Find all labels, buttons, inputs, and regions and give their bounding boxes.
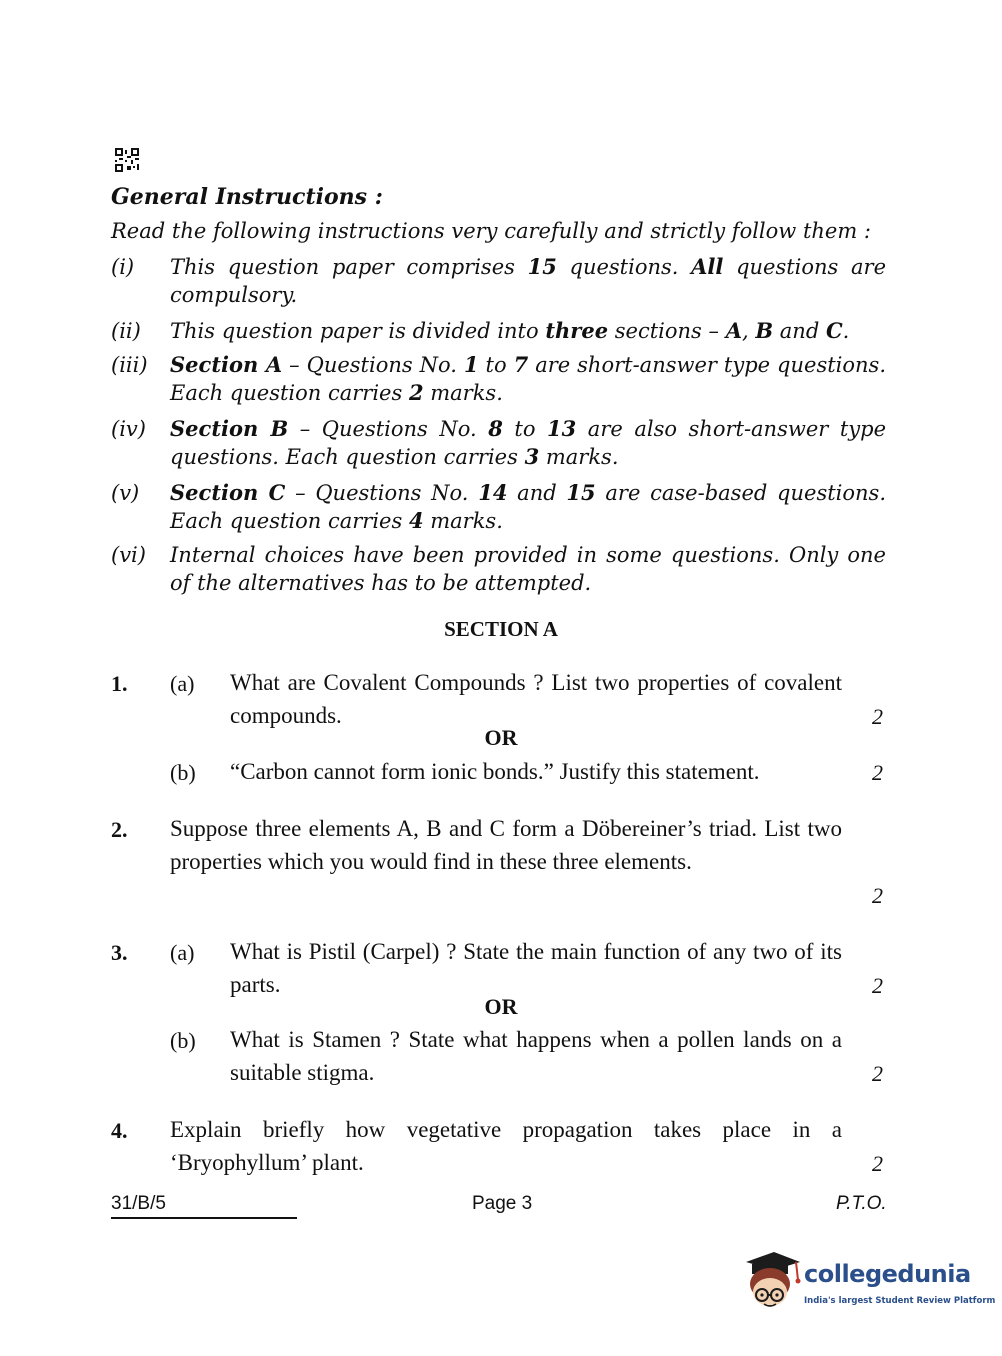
question-number: 3. bbox=[111, 940, 128, 965]
collegedunia-logo bbox=[742, 1250, 996, 1320]
question-number: 4. bbox=[111, 1118, 128, 1143]
instruction-number: (i) bbox=[111, 255, 135, 279]
question-number: 2. bbox=[111, 817, 128, 842]
instruction-number: (iii) bbox=[111, 353, 148, 377]
instruction-item bbox=[111, 351, 886, 407]
question-text: What are Covalent Compounds ? List two properties of covalent compounds. bbox=[230, 670, 842, 728]
section-title: SECTION A bbox=[444, 617, 558, 641]
logo-tagline: India's largest Student Review Platform bbox=[804, 1296, 996, 1306]
question-text: Explain briefly how vegetative propagation takes place in a ‘Bryophyllum’ plant. bbox=[170, 1117, 842, 1175]
instruction-number: (vi) bbox=[111, 543, 146, 567]
paper-code: 31/B/5 bbox=[111, 1193, 166, 1214]
pto-label: P.T.O. bbox=[836, 1193, 887, 1214]
instruction-text: Section A – Questions No. 1 to 7 are short-answer type questions. Each question carries 2 marks. bbox=[170, 352, 886, 405]
or-separator: OR bbox=[484, 994, 518, 1019]
instructions-title: General Instructions : bbox=[111, 184, 383, 210]
question-part-label: (b) bbox=[170, 1028, 196, 1053]
question-marks: 2 bbox=[872, 760, 883, 785]
question-marks: 2 bbox=[872, 704, 883, 729]
instruction-text: Internal choices have been provided in some questions. Only one of the alternatives has to be attempted. bbox=[170, 543, 886, 595]
instruction-item bbox=[111, 479, 886, 535]
question-part-label: (a) bbox=[170, 940, 195, 965]
instruction-text: This question paper is divided into three sections – A, B and C. bbox=[170, 318, 850, 343]
question-text: “Carbon cannot form ionic bonds.” Justify this statement. bbox=[230, 759, 760, 784]
question-marks: 2 bbox=[872, 883, 883, 908]
instruction-text: Section C – Questions No. 14 and 15 are case-based questions. Each question carries 4 marks. bbox=[170, 480, 887, 533]
instruction-number: (ii) bbox=[111, 319, 141, 343]
question-text: Suppose three elements A, B and C form a Döbereiner’s triad. List two properties which you would find in these three elements. bbox=[170, 816, 842, 874]
question-marks: 2 bbox=[872, 1061, 883, 1086]
question-text: What is Pistil (Carpel) ? State the main function of any two of its parts. bbox=[230, 939, 842, 997]
question-text: What is Stamen ? State what happens when a pollen lands on a suitable stigma. bbox=[230, 1027, 842, 1085]
or-separator: OR bbox=[484, 725, 518, 750]
question-number: 1. bbox=[111, 671, 128, 696]
logo-wordmark: collegedunia bbox=[804, 1260, 971, 1288]
mascot-icon bbox=[742, 1250, 802, 1312]
page-number: Page 3 bbox=[472, 1193, 533, 1214]
instruction-item bbox=[111, 541, 886, 597]
qr-code-icon bbox=[115, 148, 139, 172]
question-part-label: (b) bbox=[170, 760, 196, 785]
instruction-item bbox=[111, 415, 886, 471]
instruction-text: Section B – Questions No. 8 to 13 are also short-answer type questions. Each question carries 3 marks. bbox=[170, 416, 887, 469]
instruction-item bbox=[111, 253, 886, 309]
instructions-lead: Read the following instructions very carefully and strictly follow them : bbox=[111, 219, 871, 243]
instruction-number: (iv) bbox=[111, 417, 146, 441]
question-marks: 2 bbox=[872, 1151, 883, 1176]
instruction-item bbox=[111, 317, 886, 345]
question-part-label: (a) bbox=[170, 671, 195, 696]
footer-underline bbox=[111, 1217, 297, 1219]
instruction-text: This question paper comprises 15 questions. All questions are compulsory. bbox=[170, 254, 886, 307]
question-marks: 2 bbox=[872, 973, 883, 998]
instruction-number: (v) bbox=[111, 481, 140, 505]
